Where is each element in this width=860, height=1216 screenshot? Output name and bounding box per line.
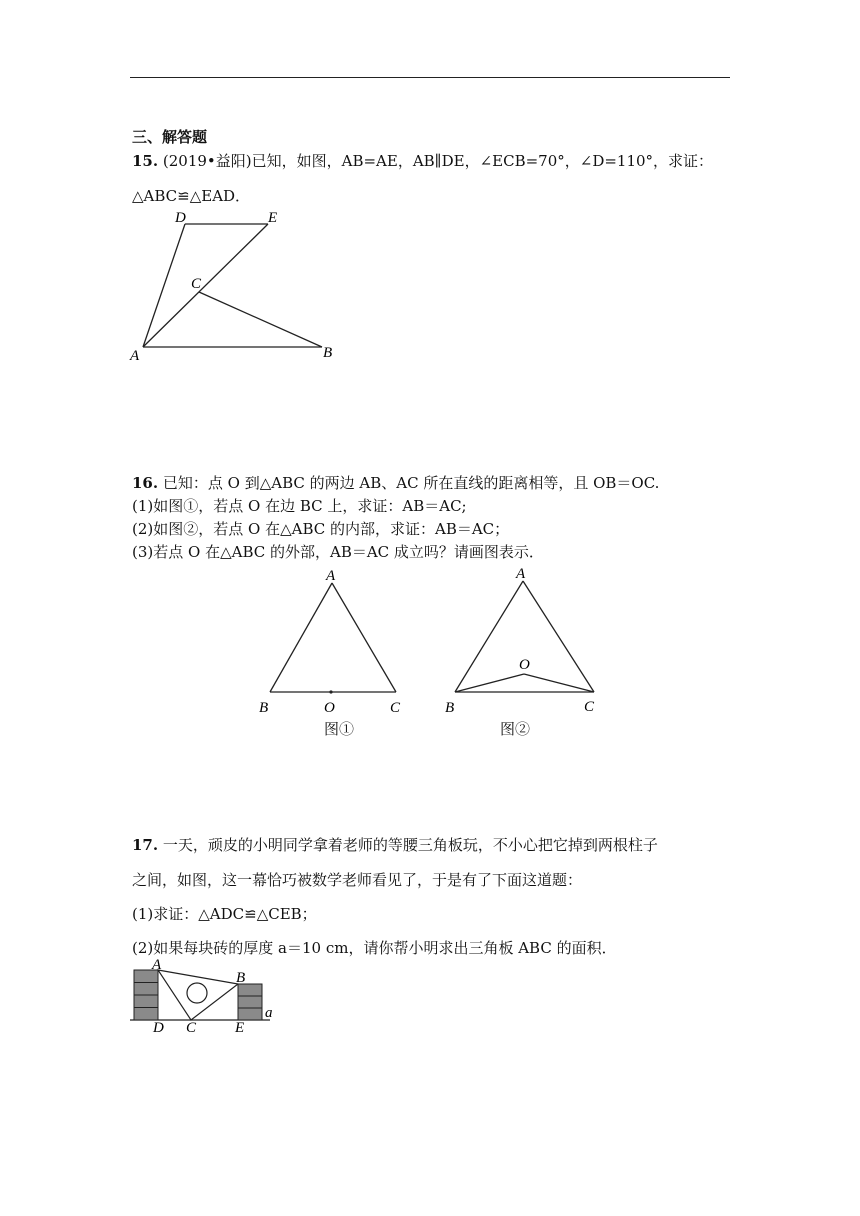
figure-2-caption: 图② [500, 720, 531, 738]
problem-17-line-2: 之间，如图，这一幕恰巧被数学老师看见了，于是有了下面这道题： [132, 871, 583, 889]
fig17-label-D: D [153, 1020, 164, 1036]
fig17-label-A: A [152, 957, 162, 973]
fig2-label-A: A [516, 566, 526, 582]
problem-16-number: 16. [132, 474, 159, 492]
problem-15-line-1: 15. (2019•益阳)已知，如图，AB=AE，AB∥DE，∠ECB=70°，∠D=110°，求证： [132, 152, 714, 170]
section-title: 三、解答题 [132, 128, 208, 146]
fig17-label-C: C [186, 1020, 197, 1036]
fig2-label-O: O [519, 657, 530, 673]
problem-17-line-4: (2)如果每块砖的厚度 a＝10 cm，请你帮小明求出三角板 ABC 的面积． [132, 939, 617, 957]
label-E: E [268, 210, 278, 226]
label-C: C [191, 276, 202, 292]
fig1-label-A: A [326, 568, 336, 584]
label-A: A [130, 348, 140, 364]
fig1-label-C: C [390, 700, 401, 716]
problem-15-number: 15. [132, 152, 159, 170]
fig1-label-O: O [324, 700, 335, 716]
fig2-label-C: C [584, 699, 595, 715]
problem-17-line-3: (1)求证：△ADC≌△CEB； [132, 905, 317, 923]
label-B: B [323, 345, 333, 361]
problem-16-line-3: (2)如图②，若点 O 在△ABC 的内部，求证：AB＝AC； [132, 520, 510, 538]
problem-17-line-1: 17. 一天，顽皮的小明同学拿着老师的等腰三角板玩，不小心把它掉到两根柱子 [132, 836, 658, 854]
label-D: D [175, 210, 186, 226]
fig17-label-E: E [235, 1020, 245, 1036]
problem-17-number: 17. [132, 836, 159, 854]
problem-16-line-2: (1)如图①，若点 O 在边 BC 上，求证：AB＝AC; [132, 497, 467, 515]
fig1-label-B: B [259, 700, 269, 716]
fig2-label-B: B [445, 700, 455, 716]
figure-1-caption: 图① [324, 720, 355, 738]
fig17-label-B: B [236, 970, 246, 986]
problem-15-line-2: △ABC≌△EAD． [132, 187, 251, 205]
problem-16-line-1: 16. 已知：点 O 到△ABC 的两边 AB、AC 所在直线的距离相等，且 OB＝OC. [132, 474, 660, 492]
problem-16-line-4: (3)若点 O 在△ABC 的外部，AB＝AC 成立吗？请画图表示． [132, 543, 544, 561]
fig17-label-a: a [265, 1005, 273, 1021]
